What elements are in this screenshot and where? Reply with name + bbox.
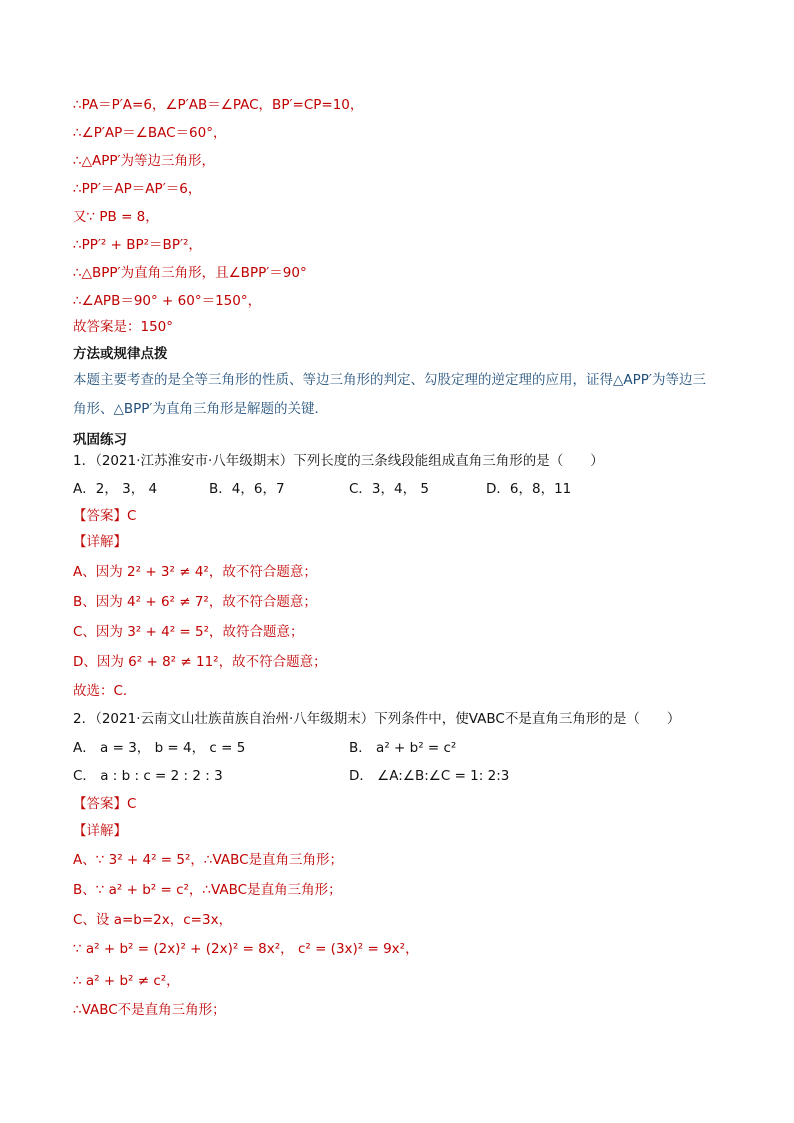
q2-option-d: D． ∠A:∠B:∠C = 1: 2:3 [349, 768, 510, 784]
q2-option-c: C． a : b : c = 2 : 2 : 3 [73, 768, 223, 784]
solution-line: ∴△APP′为等边三角形， [73, 153, 216, 169]
q2-option-a: A． a = 3， b = 4， c = 5 [73, 740, 246, 756]
method-heading: 方法或规律点拨 [73, 346, 168, 362]
q1-option-b: B．4，6，7 [209, 481, 285, 497]
solution-line: ∴PA＝P′A=6，∠P′AB＝∠PAC，BP′=CP=10， [73, 97, 364, 113]
practice-heading: 巩固练习 [73, 432, 127, 448]
q1-detail-line: C、因为 3² + 4² = 5²，故符合题意； [73, 624, 304, 640]
q2-detail-line: ∴VABC不是直角三角形； [73, 1002, 226, 1018]
q2-answer: 【答案】C [73, 796, 137, 812]
q1-detail-line: A、因为 2² + 3² ≠ 4²，故不符合题意； [73, 564, 317, 580]
q1-detail-label: 【详解】 [73, 534, 127, 550]
q2-detail-label: 【详解】 [73, 823, 127, 839]
solution-line: 又∵ PB = 8， [73, 209, 159, 225]
q2-detail-line: B、∵ a² + b² = c²，∴VABC是直角三角形； [73, 882, 342, 898]
question-1-stem: 1．（2021·江苏淮安市·八年级期末）下列长度的三条线段能组成直角三角形的是（ ） [73, 453, 604, 469]
q1-option-c: C．3，4， 5 [349, 481, 429, 497]
q2-option-b: B． a² + b² = c² [349, 740, 457, 756]
solution-answer-line: 故答案是：150° [73, 319, 174, 335]
q2-detail-line: ∵ a² + b² = (2x)² + (2x)² = 8x²， c² = (3x)² = 9x²， [73, 941, 419, 957]
q2-detail-line: C、设 a=b=2x，c=3x， [73, 912, 233, 928]
solution-line: ∴PP′＝AP＝AP′＝6， [73, 181, 202, 197]
q1-option-a: A．2， 3， 4 [73, 481, 158, 497]
q1-conclusion: 故选：C． [73, 683, 137, 699]
method-text-line: 本题主要考查的是全等三角形的性质、等边三角形的判定、勾股定理的逆定理的应用，证得△APP′为等边三 [73, 372, 706, 388]
solution-line: ∴∠APB＝90° + 60°＝150°， [73, 293, 262, 309]
q1-detail-line: B、因为 4² + 6² ≠ 7²，故不符合题意； [73, 594, 317, 610]
q2-detail-line: A、∵ 3² + 4² = 5²，∴VABC是直角三角形； [73, 852, 344, 868]
solution-line: ∴∠P′AP＝∠BAC＝60°， [73, 125, 227, 141]
q1-answer: 【答案】C [73, 508, 137, 524]
q1-detail-line: D、因为 6² + 8² ≠ 11²，故不符合题意； [73, 654, 327, 670]
q2-detail-line: ∴ a² + b² ≠ c²， [73, 973, 180, 989]
solution-line: ∴△BPP′为直角三角形，且∠BPP′＝90° [73, 265, 307, 281]
solution-line: ∴PP′² + BP²＝BP′²， [73, 237, 202, 253]
question-2-stem: 2．（2021·云南文山壮族苗族自治州·八年级期末）下列条件中，使VABC不是直角三角形的是（ ） [73, 711, 681, 727]
q1-option-d: D．6，8，11 [486, 481, 572, 497]
method-text-line: 角形、△BPP′为直角三角形是解题的关键． [73, 401, 328, 417]
